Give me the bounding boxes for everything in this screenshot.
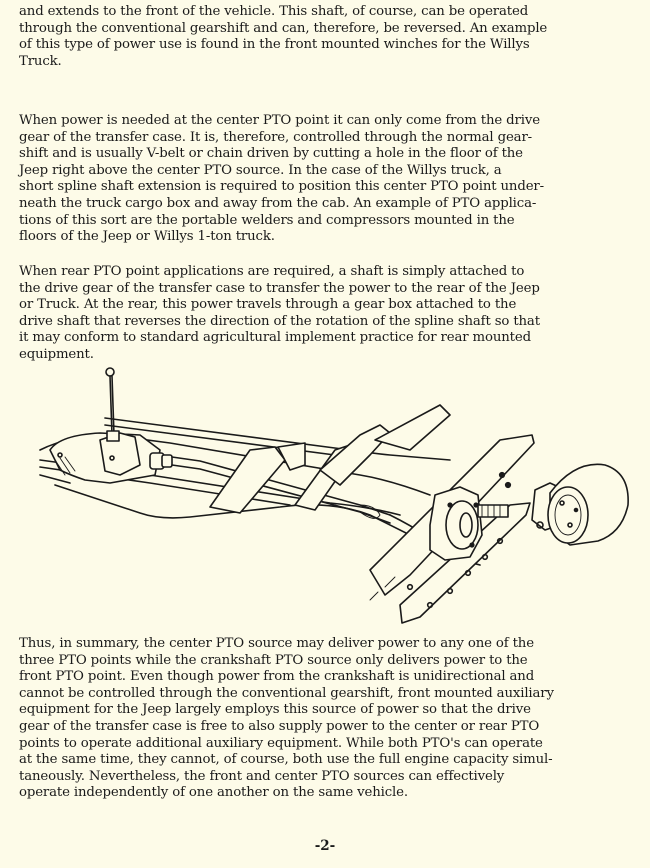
text-line: When rear PTO point applications are required, a shaft is simply attached to [19,264,525,279]
paragraph-rear-pto [19,264,639,364]
text-line: When power is needed at the center PTO point it can only come from the drive [19,113,540,128]
text-line: gear of the transfer case is free to also supply power to the center or rear PTO [19,718,540,734]
text-line: points to operate additional auxiliary equipment. While both PTO's can operate [19,735,543,751]
chassis-drawing [30,365,630,630]
text-line: the drive gear of the transfer case to transfer the power to the rear of the Jeep [19,280,540,296]
text-line: operate independently of one another on the same vehicle. [19,785,408,801]
chassis-illustration [30,365,630,630]
text-line: Thus, in summary, the center PTO source may deliver power to any one of the [19,636,534,651]
text-line: taneously. Nevertheless, the front and center PTO sources can effectively [19,768,505,784]
text-line: through the conventional gearshift and can, therefore, be reversed. An example [19,20,548,36]
text-line: of this type of power use is found in the front mounted winches for the Willys [19,37,530,53]
paragraph-center-pto [19,113,639,246]
text-line: and extends to the front of the vehicle. This shaft, of course, can be operated [19,4,529,19]
pto-drum [532,464,628,545]
text-line: short spline shaft extension is required to position this center PTO point under- [19,179,544,195]
text-line: tions of this sort are the portable welders and compressors mounted in the [19,212,515,228]
text-line: neath the truck cargo box and away from the cab. An example of PTO applica- [19,195,537,211]
text-line: at the same time, they cannot, of course, both use the full engine capacity simul- [19,752,553,768]
text-line: drive shaft that reverses the direction of the rotation of the spline shaft so that [19,313,540,329]
text-line: it may conform to standard agricultural implement practice for rear mounted [19,330,531,346]
text-line: three PTO points while the crankshaft PTO source only delivers power to the [19,652,528,668]
text-line: front PTO point. Even though power from the crankshaft is unidirectional and [19,669,535,685]
transfer-case [50,431,160,483]
text-line: Truck. [19,53,62,69]
text-line: floors of the Jeep or Willys 1-ton truck. [19,229,275,245]
text-line: gear of the transfer case. It is, therefore, controlled through the normal gear- [19,129,532,145]
paragraph-front-pto [19,4,639,70]
text-line: equipment. [19,346,94,362]
page-number: -2- [314,838,336,854]
text-line: shift and is usually V-belt or chain driven by cutting a hole in the floor of the [19,146,523,162]
text-line: Jeep right above the center PTO source. In the case of the Willys truck, a [19,162,502,178]
text-line: cannot be controlled through the conventional gearshift, front mounted auxiliary [19,685,554,701]
text-line: or Truck. At the rear, this power travels through a gear box attached to the [19,297,517,313]
text-line: equipment for the Jeep largely employs this source of power so that the drive [19,702,531,718]
paragraph-summary [19,636,639,802]
